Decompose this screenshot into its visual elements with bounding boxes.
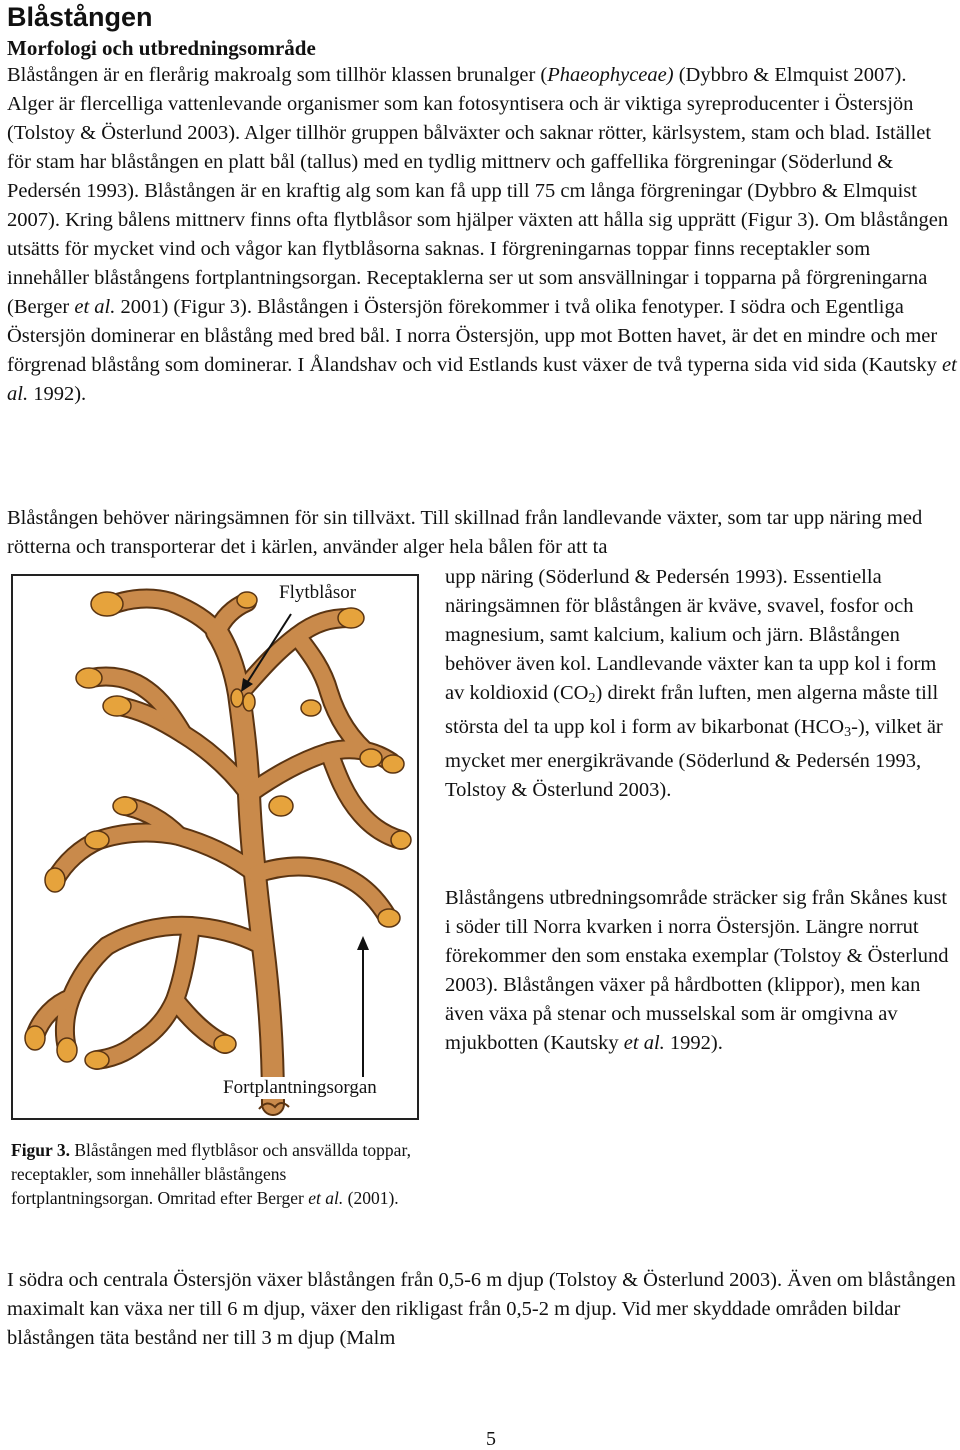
- arrow-fortplantning-head: [357, 936, 369, 950]
- section-heading: Morfologi och utbredningsområde: [7, 36, 316, 60]
- page-title: Blåstången: [7, 2, 153, 32]
- thallus-branch: [109, 599, 217, 632]
- paragraph-morphology: Blåstången är en flerårig makroalg som tillhör klassen brunalger (Phaeophyceae) (Dybbro & Elmquist 2007). Alger är flercelliga vattenlevande organismer som kan fotosyntisera och är viktiga syreproducenter i Östersjön (Tolstoy & Österlund 2003). Alger tillhör gruppen bålväxter och saknar rötter, kärlsystem, stam och blad. Istället för stam har blåstången en platt bål (tallus) med en tydlig mittnerv och gaffellika förgreningar (Söderlund & Pedersén 1993). Blåstången är en kraftig alg som kan få upp till 75 cm långa förgreningar (Dybbro & Elmquist 2007). Kring bålens mittnerv finns ofta flytblåsor som hjälper växten att hålla sig upprätt (Figur 3). Om blåstången utsätts för mycket vind och vågor kan flytblåsorna saknas. I förgreningarnas toppar finns receptakler som innehåller blåstångens fortplantningsorgan. Receptaklerna ser ut som ansvällningar i topparna på förgreningarna (Berger et al. 2001) (Figur 3). Blåstången i Östersjön förekommer i två olika fenotyper. I södra och Egentliga Östersjön dominerar en blåstång med bred bål. I norra Östersjön, upp mot Botten havet, är det en mindre och mer förgrenad blåstång som dominerar. I Ålandshav och vid Estlands kust växer de två typerna sida vid sida (Kautsky et al. 1992).: [7, 64, 957, 405]
- receptacle: [45, 868, 65, 892]
- receptacle: [76, 668, 102, 688]
- receptacle: [214, 1035, 236, 1053]
- receptacle: [113, 797, 137, 815]
- paragraph-distribution: Blåstångens utbredningsområde sträcker sig från Skånes kust i söder till Norra kvarken i norra Östersjön. Längre norrut förekommer den som enstaka exemplar (Tolstoy & Österlund 2003). Blåstången växer på hårdbotten (klippor), men kan även växa på stenar och musselskal som är omgivna av mjukbotten (Kautsky et al. 1992).: [445, 887, 949, 1054]
- page-number: 5: [486, 1428, 496, 1450]
- receptacle: [269, 796, 293, 816]
- paragraph-depth: I södra och centrala Östersjön växer blåstången från 0,5-6 m djup (Tolstoy & Österlund 2003). Även om blåstången maximalt kan växa ner till 6 m djup, växer den rikligast från 0,5-2 m djup. Vid mer skyddade områden bildar blåstången täta bestånd ner till 3 m djup (Malm: [7, 1269, 956, 1349]
- figure-caption: Figur 3. Blåstången med flytblåsor och ansvällda toppar, receptakler, som innehåller blåstångens fortplantningsorgan. Omritad efter Berger et al. (2001).: [11, 1140, 411, 1208]
- receptacle: [103, 696, 131, 716]
- receptacle: [301, 700, 321, 716]
- receptacle: [338, 608, 364, 628]
- paragraph-nutrients-intro: Blåstången behöver näringsämnen för sin tillväxt. Till skillnad från landlevande växter, som tar upp näring med rötterna och transporterar det i kärlen, använder alger hela bålen för att ta: [7, 507, 923, 558]
- receptacle: [378, 909, 400, 927]
- receptacle: [57, 1038, 77, 1062]
- paragraph-nutrients: upp näring (Söderlund & Pedersén 1993). Essentiella näringsämnen för blåstången är kväve, svavel, fosfor och magnesium, samt kalcium, kalium och järn. Blåstången behöver även kol. Landlevande växter kan ta upp kol i form av koldioxid $(CO_2)$ direkt från luften, men algerna måste till största del ta upp kol i form av bikarbonat $(HCO_3-)$, vilket är mycket mer energikrävande (Söderlund & Pedersén 1993, Tolstoy & Österlund 2003).: [445, 566, 943, 801]
- bladderwrack-illustration: [11, 574, 419, 1120]
- label-flytblasor: Flytblåsor: [279, 582, 357, 603]
- thallus-branch: [297, 636, 371, 756]
- thallus-branch: [256, 867, 387, 917]
- receptacle: [91, 592, 123, 616]
- receptacle: [85, 831, 109, 849]
- figure-3: [11, 574, 419, 1120]
- receptacle: [237, 592, 257, 608]
- receptacle: [391, 831, 411, 849]
- receptacle: [25, 1026, 45, 1050]
- receptacle: [85, 1051, 109, 1069]
- receptacle: [382, 755, 404, 773]
- label-fortplantningsorgan: Fortplantningsorgan: [223, 1077, 377, 1098]
- receptacle: [360, 749, 382, 767]
- air-bladder: [243, 693, 255, 711]
